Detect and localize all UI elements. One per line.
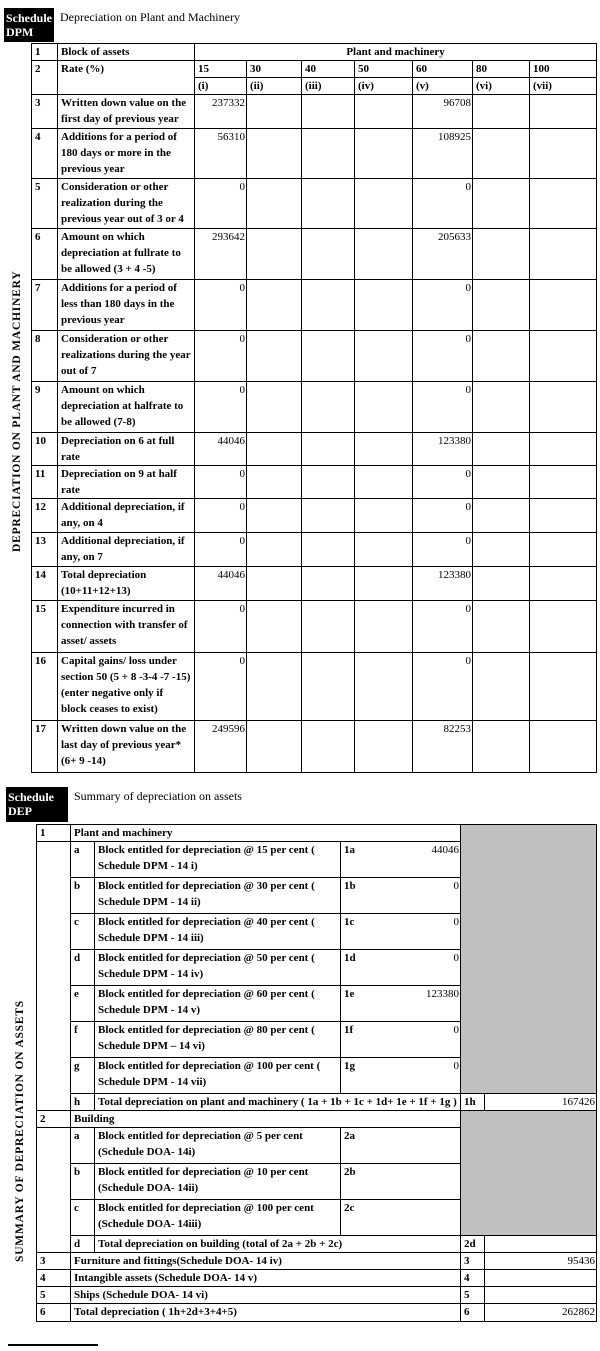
dpm-value-15: 0 <box>195 533 247 567</box>
dpm-row <box>32 601 597 653</box>
dpm-value-15: 44046 <box>195 433 247 466</box>
dep-item-label: Block entitled for depreciation @ 100 per cent ( Schedule DPM - 14 vii) <box>95 1058 341 1094</box>
dpm-value-15: 0 <box>195 601 247 653</box>
dpm-row-label: Depreciation on 9 at half rate <box>58 466 195 499</box>
dpm-schedule-label: Schedule <box>6 11 53 25</box>
dep-other-value <box>485 1270 597 1287</box>
dpm-value-15: 0 <box>195 499 247 533</box>
dpm-block-label: Block of assets <box>58 44 195 61</box>
dep-item-label: Block entitled for depreciation @ 5 per cent (Schedule DOA- 14i) <box>95 1128 341 1164</box>
dpm-row-no: 3 <box>32 95 58 129</box>
dep-item-value <box>341 1164 461 1200</box>
dpm-rate-cell: 40 <box>302 61 355 78</box>
dep-item-label: Block entitled for depreciation @ 30 per cent ( Schedule DPM - 14 ii) <box>95 878 341 914</box>
dep-item-code: 1f <box>344 1024 354 1036</box>
dep-item-code: 2a <box>344 1130 355 1142</box>
dpm-value-15: 0 <box>195 179 247 229</box>
dep-total-value <box>485 1236 597 1253</box>
dep-total-code: 1h <box>461 1094 485 1111</box>
dep-total-code: 2d <box>461 1236 485 1253</box>
dep-item-amount: 123380 <box>426 988 460 1000</box>
dpm-roman-cell: (vii) <box>530 78 597 95</box>
dpm-row <box>32 331 597 382</box>
dpm-row-label: Additional depreciation, if any, on 7 <box>58 533 195 567</box>
dpm-row-no: 7 <box>32 280 58 331</box>
dpm-row <box>32 721 597 773</box>
dep-item-code: 1b <box>344 880 356 892</box>
dep-item-label: Block entitled for depreciation @ 100 per cent (Schedule DOA- 14iii) <box>95 1200 341 1236</box>
dpm-value-15: 0 <box>195 653 247 721</box>
dep-item-letter: e <box>71 986 95 1022</box>
dpm-row-label: Written down value on the last day of previous year* (6+ 9 -14) <box>58 721 195 773</box>
dep-item-label: Block entitled for depreciation @ 15 per cent ( Schedule DPM - 14 i) <box>95 842 341 878</box>
dpm-rate-cell: 15 <box>195 61 247 78</box>
dpm-row-no: 16 <box>32 653 58 721</box>
dpm-row-no: 8 <box>32 331 58 382</box>
dep-side-label: SUMMARY OF DEPRECIATION ON ASSETS <box>14 1000 26 1262</box>
dpm-schedule-header <box>4 8 54 42</box>
dep-other-no: 6 <box>37 1304 71 1322</box>
dpm-block-no: 1 <box>32 44 58 61</box>
dpm-row <box>32 179 597 229</box>
dpm-row-label: Capital gains/ loss under section 50 (5 + 8 -3-4 -7 -15) (enter negative only if block ceases to exist) <box>58 653 195 721</box>
dpm-value-15: 293642 <box>195 229 247 280</box>
dep-item-letter: b <box>71 1164 95 1200</box>
dpm-value-60: 96708 <box>413 95 473 129</box>
dep-item-code: 1a <box>344 844 355 856</box>
dep-item-letter: g <box>71 1058 95 1094</box>
dep-item-value <box>341 914 461 950</box>
dep-total-letter: d <box>71 1236 95 1253</box>
dep-item-letter: a <box>71 1128 95 1164</box>
dpm-rate-cell: 80 <box>473 61 530 78</box>
dpm-row-no: 6 <box>32 229 58 280</box>
dpm-value-60: 0 <box>413 466 473 499</box>
dpm-value-60: 82253 <box>413 721 473 773</box>
dpm-row-no: 9 <box>32 382 58 433</box>
dpm-row <box>32 499 597 533</box>
dpm-value-15: 0 <box>195 466 247 499</box>
dep-total-letter: h <box>71 1094 95 1111</box>
dep-schedule-code: DEP <box>8 804 32 818</box>
dpm-row <box>32 466 597 499</box>
dpm-value-60: 123380 <box>413 567 473 601</box>
dpm-row-no: 15 <box>32 601 58 653</box>
dep-item-label: Block entitled for depreciation @ 80 per cent ( Schedule DPM – 14 vi) <box>95 1022 341 1058</box>
dep-other-label: Intangible assets (Schedule DOA- 14 v) <box>71 1270 461 1287</box>
dep-item-amount: 44046 <box>431 844 460 856</box>
dep-item-code: 2c <box>344 1202 355 1214</box>
dep-other-code: 4 <box>461 1270 485 1287</box>
dep-total-row <box>37 1236 597 1253</box>
dep-item-value <box>341 1058 461 1094</box>
dep-item-label: Block entitled for depreciation @ 10 per cent (Schedule DOA- 14ii) <box>95 1164 341 1200</box>
dep-section-no: 2 <box>37 1111 71 1128</box>
dep-other-value: 262862 <box>485 1304 597 1322</box>
dep-item-value <box>341 1128 461 1164</box>
dpm-value-60: 0 <box>413 280 473 331</box>
dep-total-row <box>37 1094 597 1111</box>
dep-schedule-label: Schedule <box>8 790 55 804</box>
dpm-plant-header: Plant and machinery <box>195 44 597 61</box>
dpm-value-60: 205633 <box>413 229 473 280</box>
dep-total-value: 167426 <box>485 1094 597 1111</box>
dpm-value-60: 0 <box>413 179 473 229</box>
dpm-row-label: Amount on which depreciation at fullrate to be allowed (3 + 4 -5) <box>58 229 195 280</box>
dep-item-amount: 0 <box>453 916 460 928</box>
dpm-rate-cell: 100 <box>530 61 597 78</box>
dpm-row-no: 5 <box>32 179 58 229</box>
dep-item-value <box>341 1022 461 1058</box>
dpm-roman-cell: (iv) <box>355 78 413 95</box>
dep-total-label: Total depreciation on plant and machinery ( 1a + 1b + 1c + 1d+ 1e + 1f + 1g ) <box>95 1094 461 1111</box>
dpm-value-60: 123380 <box>413 433 473 466</box>
dep-other-row <box>37 1287 597 1304</box>
dpm-value-15: 0 <box>195 382 247 433</box>
dpm-row <box>32 229 597 280</box>
dep-item-value <box>341 950 461 986</box>
dep-other-value: 95436 <box>485 1253 597 1270</box>
dpm-row-no: 12 <box>32 499 58 533</box>
dep-item-label: Block entitled for depreciation @ 40 per cent ( Schedule DPM - 14 iii) <box>95 914 341 950</box>
dep-item-amount: 0 <box>453 1060 460 1072</box>
dpm-schedule-code: DPM <box>6 25 34 39</box>
dpm-rate-no: 2 <box>32 61 58 95</box>
dep-other-row <box>37 1253 597 1270</box>
dpm-rate-cell: 60 <box>413 61 473 78</box>
dep-other-code: 3 <box>461 1253 485 1270</box>
dpm-value-60: 0 <box>413 601 473 653</box>
dep-section-label: Plant and machinery <box>71 825 461 842</box>
dpm-roman-cell: (i) <box>195 78 247 95</box>
dpm-row <box>32 433 597 466</box>
dep-other-no: 3 <box>37 1253 71 1270</box>
dep-total-label: Total depreciation on building (total of 2a + 2b + 2c) <box>95 1236 461 1253</box>
dpm-roman-cell: (ii) <box>247 78 302 95</box>
dep-item-code: 1c <box>344 916 355 928</box>
dep-item-code: 2b <box>344 1166 356 1178</box>
dep-item-letter: c <box>71 914 95 950</box>
dpm-rate-cell: 50 <box>355 61 413 78</box>
dpm-row <box>32 95 597 129</box>
dpm-rate-label: Rate (%) <box>58 61 195 95</box>
dep-item-label: Block entitled for depreciation @ 60 per cent ( Schedule DPM - 14 v) <box>95 986 341 1022</box>
dep-other-label: Furniture and fittings(Schedule DOA- 14 iv) <box>71 1253 461 1270</box>
dep-item-code: 1g <box>344 1060 355 1072</box>
dpm-row-no: 13 <box>32 533 58 567</box>
dep-other-row <box>37 1270 597 1287</box>
dpm-rate-cell: 30 <box>247 61 302 78</box>
dpm-row-label: Additions for a period of less than 180 days in the previous year <box>58 280 195 331</box>
dpm-row-label: Amount on which depreciation at halfrate to be allowed (7-8) <box>58 382 195 433</box>
dpm-value-15: 0 <box>195 280 247 331</box>
footnote-rule <box>8 1344 98 1346</box>
dpm-row <box>32 129 597 179</box>
dpm-row-label: Additional depreciation, if any, on 4 <box>58 499 195 533</box>
dep-other-label: Ships (Schedule DOA- 14 vi) <box>71 1287 461 1304</box>
dep-other-code: 6 <box>461 1304 485 1322</box>
dpm-row-label: Written down value on the first day of previous year <box>58 95 195 129</box>
dep-item-amount: 0 <box>453 1024 460 1036</box>
dpm-row-label: Consideration or other realization during the previous year out of 3 or 4 <box>58 179 195 229</box>
dpm-row <box>32 280 597 331</box>
dep-item-value <box>341 1200 461 1236</box>
dep-other-no: 5 <box>37 1287 71 1304</box>
dpm-roman-cell: (vi) <box>473 78 530 95</box>
dep-other-row <box>37 1304 597 1322</box>
dpm-row-label: Depreciation on 6 at full rate <box>58 433 195 466</box>
dep-item-amount: 0 <box>453 952 460 964</box>
dpm-side-label: DEPRECIATION ON PLANT AND MACHINERY <box>11 270 23 552</box>
dpm-row-label: Consideration or other realizations during the year out of 7 <box>58 331 195 382</box>
dpm-row-no: 10 <box>32 433 58 466</box>
dpm-roman-cell: (iii) <box>302 78 355 95</box>
dpm-value-60: 0 <box>413 331 473 382</box>
dep-other-no: 4 <box>37 1270 71 1287</box>
dpm-row <box>32 567 597 601</box>
dep-item-letter: d <box>71 950 95 986</box>
dep-item-letter: c <box>71 1200 95 1236</box>
dep-item-letter: b <box>71 878 95 914</box>
dpm-row-no: 11 <box>32 466 58 499</box>
dep-item-amount: 0 <box>453 880 460 892</box>
dpm-value-60: 0 <box>413 533 473 567</box>
dpm-row-no: 14 <box>32 567 58 601</box>
dep-item-code: 1e <box>344 988 355 1000</box>
dpm-value-60: 0 <box>413 653 473 721</box>
dpm-table <box>31 43 597 773</box>
dpm-row-label: Total depreciation (10+11+12+13) <box>58 567 195 601</box>
dep-item-label: Block entitled for depreciation @ 50 per cent ( Schedule DPM - 14 iv) <box>95 950 341 986</box>
dep-section-no: 1 <box>37 825 71 842</box>
dpm-value-15: 44046 <box>195 567 247 601</box>
dep-other-value <box>485 1287 597 1304</box>
dep-item-code: 1d <box>344 952 356 964</box>
dpm-row-label: Additions for a period of 180 days or more in the previous year <box>58 129 195 179</box>
dep-section-label: Building <box>71 1111 461 1128</box>
dpm-row <box>32 533 597 567</box>
dep-item-value <box>341 878 461 914</box>
dpm-roman-cell: (v) <box>413 78 473 95</box>
dpm-row-no: 17 <box>32 721 58 773</box>
dep-item-value <box>341 842 461 878</box>
dep-item-letter: f <box>71 1022 95 1058</box>
dpm-value-60: 0 <box>413 499 473 533</box>
dep-schedule-header <box>6 787 68 822</box>
dep-item-letter: a <box>71 842 95 878</box>
dpm-row <box>32 653 597 721</box>
dep-other-code: 5 <box>461 1287 485 1304</box>
dpm-value-60: 108925 <box>413 129 473 179</box>
dpm-row-no: 4 <box>32 129 58 179</box>
dpm-row-label: Expenditure incurred in connection with transfer of asset/ assets <box>58 601 195 653</box>
dpm-title: Depreciation on Plant and Machinery <box>60 10 240 24</box>
dpm-value-15: 56310 <box>195 129 247 179</box>
dep-item-value <box>341 986 461 1022</box>
dep-title: Summary of depreciation on assets <box>74 789 242 803</box>
dep-other-label: Total depreciation ( 1h+2d+3+4+5) <box>71 1304 461 1322</box>
dpm-row <box>32 382 597 433</box>
dpm-value-60: 0 <box>413 382 473 433</box>
dpm-value-15: 237332 <box>195 95 247 129</box>
dpm-value-15: 0 <box>195 331 247 382</box>
dpm-value-15: 249596 <box>195 721 247 773</box>
dep-table <box>36 824 597 1322</box>
